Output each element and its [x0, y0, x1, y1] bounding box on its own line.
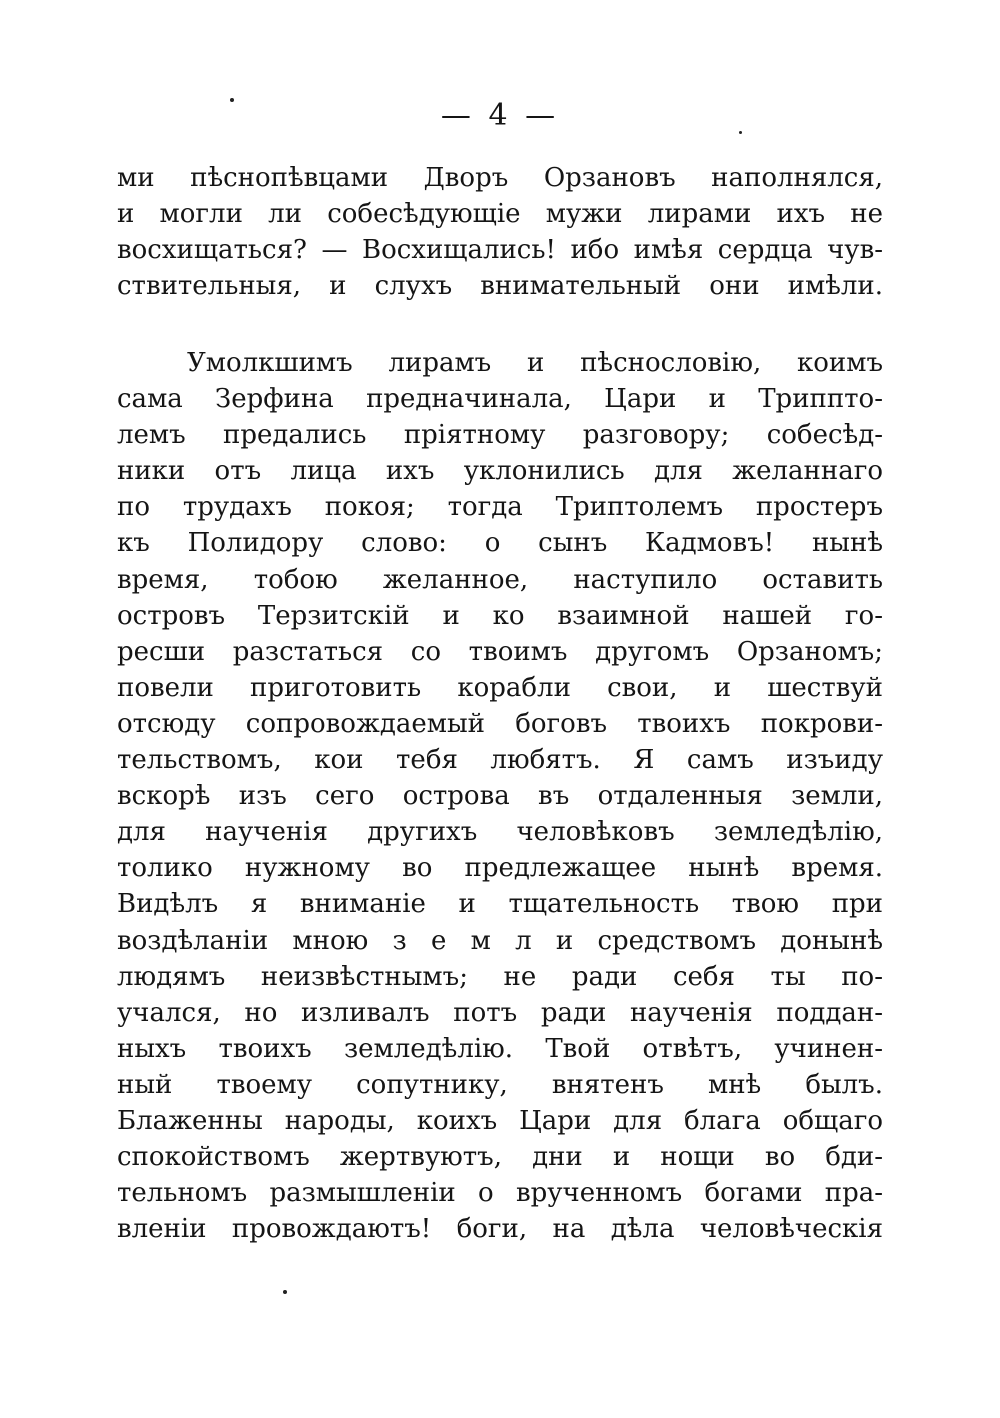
- text-line: ствительныя, и слухъ внимательный они имѣли.: [117, 271, 883, 301]
- text-line: ресши разстаться со твоимъ другомъ Орзаномъ;: [117, 636, 883, 667]
- text-line: восхищаться? — Восхищались! ибо имѣя сердца чув-: [117, 235, 883, 265]
- text-line: вскорѣ изъ сего острова въ отдаленныя земли,: [117, 781, 883, 812]
- text-line: по трудахъ покоя; тогда Триптолемъ простеръ: [117, 492, 883, 523]
- print-speck: [283, 1290, 287, 1294]
- text-line: островъ Терзитскій и ко взаимной нашей го-: [117, 600, 883, 631]
- text-line: повели приготовить корабли свои, и шествуй: [117, 672, 883, 703]
- text-line: воздѣланіи мною з е м л и средствомъ донынѣ: [117, 925, 883, 956]
- text-line: и могли ли собесѣдующіе мужи лирами ихъ не: [117, 199, 883, 229]
- text-line: Видѣлъ я вниманіе и тщательность твою при: [117, 889, 883, 920]
- text-line: отсюду сопровождаемый боговъ твоихъ покрови-: [117, 708, 883, 739]
- text-line: для наученія другихъ человѣковъ земледѣлію,: [117, 817, 883, 848]
- text-line: къ Полидору слово: о сынъ Кадмовъ! нынѣ: [117, 528, 883, 559]
- page-number: — 4 —: [440, 98, 560, 133]
- text-line: сама Зерфина предначинала, Цари и Триппто-: [117, 384, 883, 415]
- text-line: лемъ предались пріятному разговору; собесѣд-: [117, 420, 883, 451]
- text-line: Блаженны народы, коихъ Цари для блага общаго: [117, 1105, 883, 1136]
- print-speck: [230, 98, 234, 102]
- text-line: ныхъ твоихъ земледѣлію. Твой отвѣтъ, учинен-: [117, 1033, 883, 1064]
- text-line: спокойствомъ жертвуютъ, дни и нощи во бди-: [117, 1142, 883, 1173]
- text-line: ный твоему сопутнику, внятенъ мнѣ былъ.: [117, 1069, 883, 1100]
- paragraph-2: [117, 345, 883, 1247]
- paragraph-1: [117, 160, 883, 304]
- text-line: учался, но изливалъ потъ ради наученія поддан-: [117, 997, 883, 1028]
- text-line: тельствомъ, кои тебя любятъ. Я самъ изъиду: [117, 745, 883, 776]
- text-line: тельномъ размышленіи о врученномъ богами пра-: [117, 1178, 883, 1209]
- print-speck: [739, 131, 742, 134]
- text-line: толико нужному во предлежащее нынѣ время.: [117, 853, 883, 884]
- text-line: ми пѣснопѣвцами Дворъ Орзановъ наполнялся,: [117, 163, 883, 193]
- text-line: вленіи провождаютъ! боги, на дѣла человѣческія: [117, 1214, 883, 1245]
- text-line: ники отъ лица ихъ уклонились для желаннаго: [117, 456, 883, 487]
- text-line: Умолкшимъ лирамъ и пѣснословію, коимъ: [187, 348, 883, 378]
- text-line: время, тобою желанное, наступило оставить: [117, 564, 883, 595]
- text-line: людямъ неизвѣстнымъ; не ради себя ты по-: [117, 961, 883, 992]
